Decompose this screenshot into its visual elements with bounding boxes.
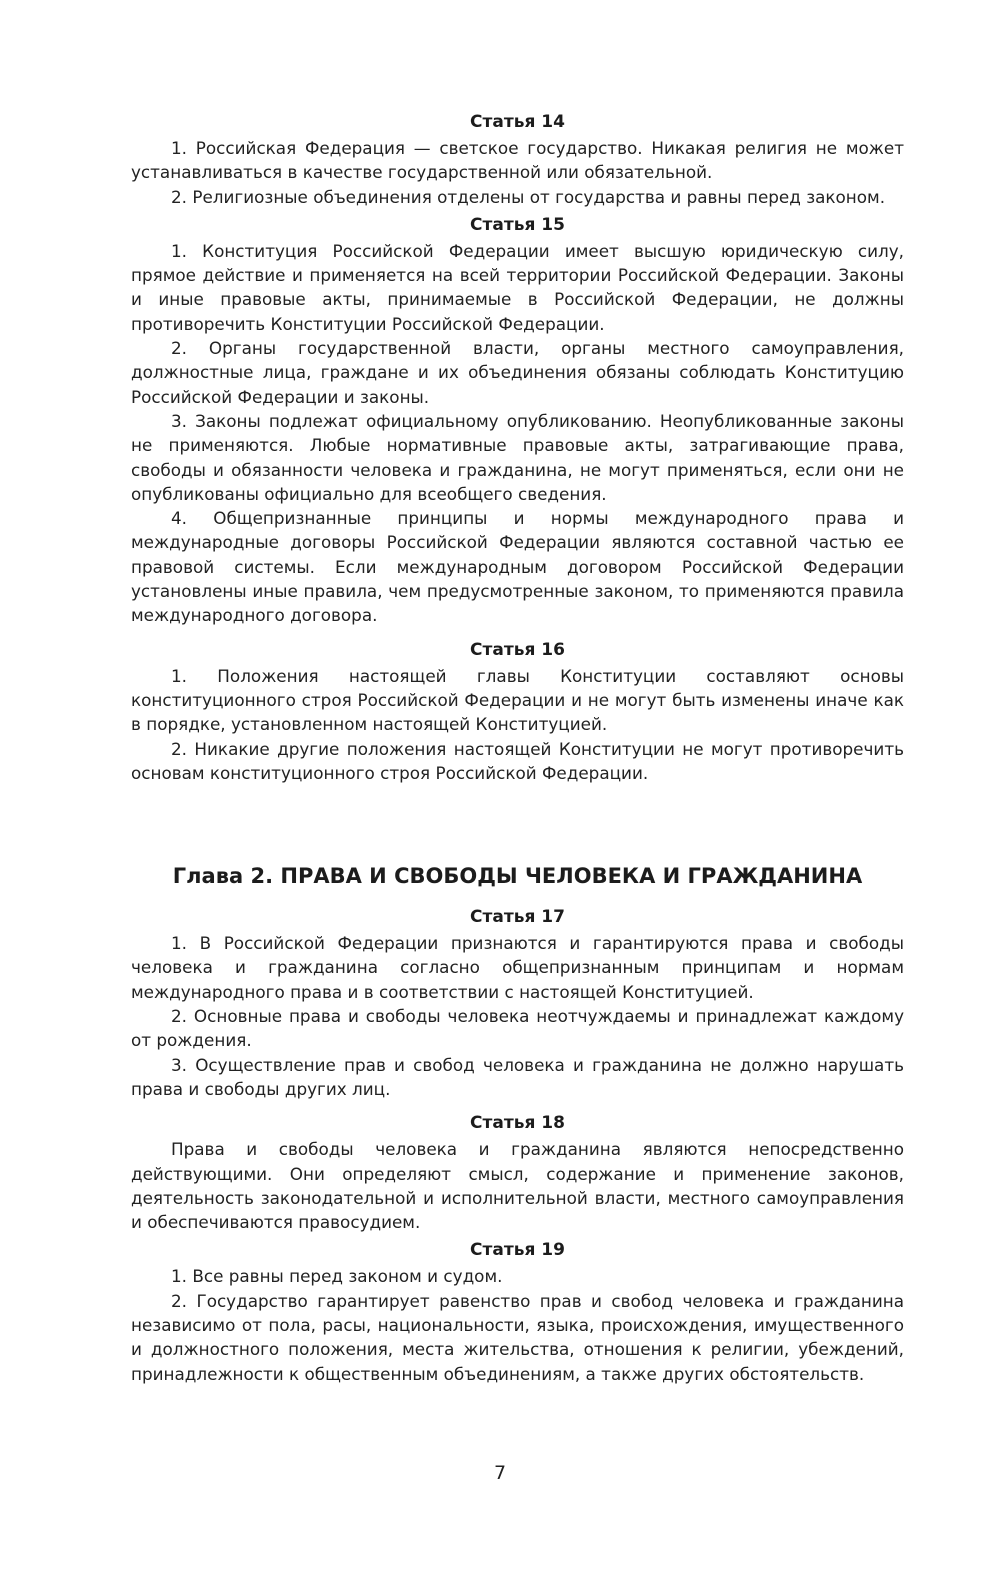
article-15 xyxy=(131,213,904,628)
article-title: Статья 19 xyxy=(470,1240,565,1261)
article-paragraph: 1. Все равны перед законом и судом. xyxy=(171,1266,503,1287)
article-paragraph: 4. Общепризнанные принципы и нормы международного права и международные договоры Российской Федерации являются составной частью ее правовой системы. Если международным договором Российской Федерации установлены иные правила, чем предусмотренные законом, то применяются правила международного договора. xyxy=(131,508,904,626)
article-paragraph: 2. Основные права и свободы человека неотчуждаемы и принадлежат каждому от рождения. xyxy=(131,1006,904,1051)
article-paragraph: 1. Конституция Российской Федерации имеет высшую юридическую силу, прямое действие и применяется на всей территории Российской Федерации. Законы и иные правовые акты, принимаемые в Российской Федерации, не должны противоречить Конституции Российской Федерации. xyxy=(131,240,904,334)
article-paragraph: 2. Религиозные объединения отделены от государства и равны перед законом. xyxy=(171,186,886,207)
article-paragraph: 2. Органы государственной власти, органы местного самоуправления, должностные лица, граждане и их объединения обязаны соблюдать Конституцию Российской Федерации и законы. xyxy=(131,338,904,407)
article-paragraph: 2. Государство гарантирует равенство прав и свобод человека и гражданина независимо от пола, расы, национальности, языка, происхождения, имущественного и должностного положения, места жительства, отношения к религии, убеждений, принадлежности к общественным объединениям, а также других обстоятельств. xyxy=(131,1290,904,1384)
article-paragraph: 1. Положения настоящей главы Конституции составляют основы конституционного строя Российской Федерации и не могут быть изменены иначе как в порядке, установленном настоящей Конституцией. xyxy=(131,665,904,735)
article-title: Статья 14 xyxy=(470,112,565,132)
chapter-heading xyxy=(131,861,904,891)
article-paragraph: 3. Осуществление прав и свобод человека и гражданина не должно нарушать права и свободы других лиц. xyxy=(131,1054,904,1099)
article-title: Статья 17 xyxy=(470,907,565,928)
article-14 xyxy=(131,110,904,209)
article-19 xyxy=(131,1238,904,1385)
article-paragraph: 1. В Российской Федерации признаются и гарантируются права и свободы человека и гражданина согласно общепризнанным принципам и нормам международного права и в соответствии с настоящей Конституцией. xyxy=(131,933,904,1002)
article-paragraph: Права и свободы человека и гражданина являются непосредственно действующими. Они определяют смысл, содержание и применение законов, деятельность законодательной и исполнительной власти, местного самоуправления и обеспечиваются правосудием. xyxy=(131,1139,904,1233)
document-page xyxy=(131,110,904,1386)
article-paragraph: 1. Российская Федерация — светское государство. Никакая религия не может устанавливаться в качестве государственной или обязательной. xyxy=(131,138,904,183)
article-16 xyxy=(131,638,904,785)
chapter-prefix: Глава 2. xyxy=(172,864,274,889)
article-title: Статья 16 xyxy=(470,639,565,660)
page-number: 7 xyxy=(493,1462,507,1484)
article-18 xyxy=(131,1111,904,1234)
article-title: Статья 18 xyxy=(470,1113,565,1134)
article-paragraph: 2. Никакие другие положения настоящей Конституции не могут противоречить основам конституционного строя Российской Федерации. xyxy=(131,738,904,783)
article-paragraph: 3. Законы подлежат официальному опубликованию. Неопубликованные законы не применяются. Любые нормативные правовые акты, затрагивающие права, свободы и обязанности человека и гражданина, не могут применяться, если они не опубликованы официально для всеобщего сведения. xyxy=(131,410,904,504)
chapter-title: ПРАВА И СВОБОДЫ ЧЕЛОВЕКА И ГРАЖДАНИНА xyxy=(280,864,863,889)
article-17 xyxy=(131,905,904,1101)
article-title: Статья 15 xyxy=(470,214,565,235)
